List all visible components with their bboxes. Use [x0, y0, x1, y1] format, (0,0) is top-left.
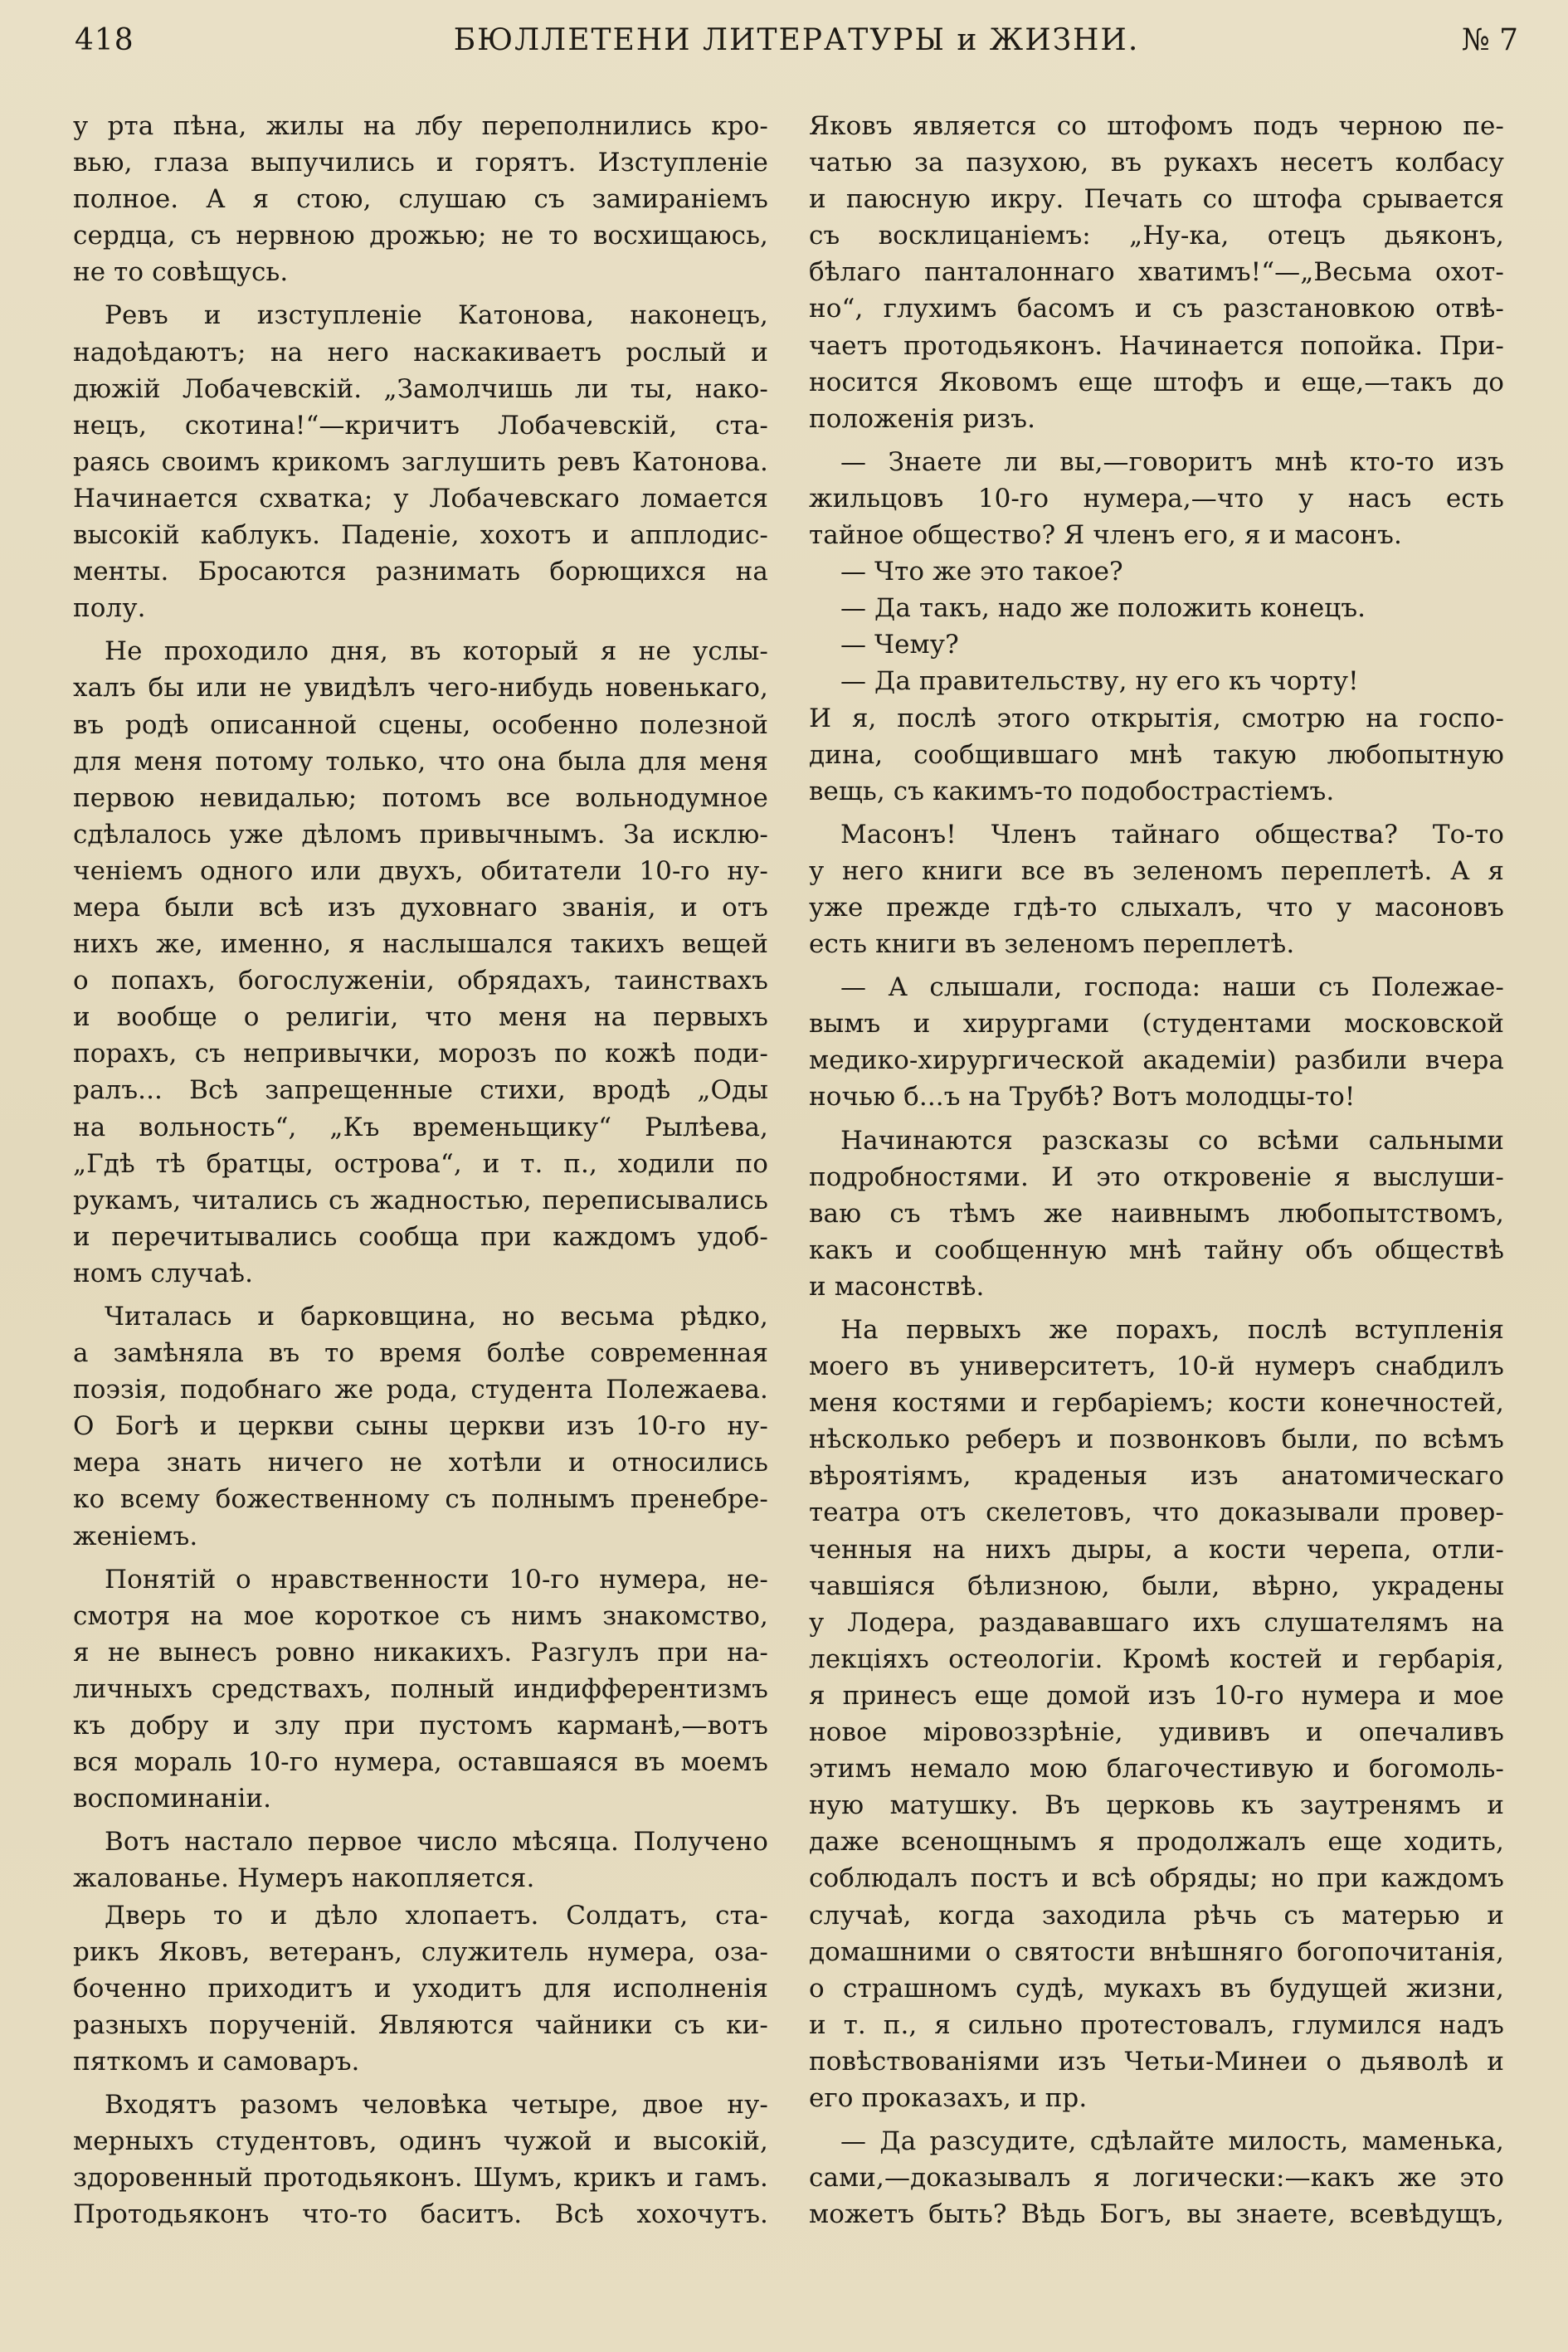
- text-line: — Да разсудите, сдѣлайте милость, маменька,: [840, 2126, 1504, 2157]
- text-line: о страшномъ судѣ, мукахъ въ будущей жизни,: [809, 1973, 1504, 2004]
- text-line: халъ бы или не увидѣлъ чего-нибудь новенькаго,: [73, 673, 768, 704]
- paragraph-gap: [73, 1555, 768, 1561]
- text-line: и т. п., я сильно протестовалъ, глумился надъ: [809, 2009, 1504, 2040]
- text-line: у него книги все въ зеленомъ переплетѣ. А я: [809, 855, 1504, 886]
- text-line: — Да такъ, надо же положить конецъ.: [840, 593, 1366, 624]
- text-line: о попахъ, богослуженіи, обрядахъ, таинствахъ: [73, 966, 768, 996]
- text-line: соблюдалъ постъ и всѣ обряды; но при каждомъ: [809, 1863, 1504, 1894]
- text-line: Не проходило дня, въ который я не услы-: [105, 636, 768, 667]
- text-line: и перечитывались сообща при каждомъ удоб-: [73, 1221, 768, 1252]
- text-line: чаетъ протодьяконъ. Начинается попойка. При-: [809, 330, 1504, 361]
- text-line: мера были всѣ изъ духовнаго званія, и отъ: [73, 892, 768, 923]
- journal-title: БЮЛЛЕТЕНИ ЛИТЕРАТУРЫ и ЖИЗНИ.: [453, 23, 1140, 57]
- text-line: ченіемъ одного или двухъ, обитатели 10-го ну-: [73, 855, 768, 886]
- paragraph-gap: [809, 1116, 1504, 1122]
- right-text-column: [809, 108, 1504, 2340]
- text-line: у рта пѣна, жилы на лбу переполнились кро-: [73, 111, 768, 141]
- text-line: ваю съ тѣмъ же наивнымъ любопытствомъ,: [809, 1198, 1504, 1229]
- text-line: въ родѣ описанной сцены, особенно полезной: [73, 709, 768, 740]
- text-line: вся мораль 10-го нумера, оставшаяся въ моемъ: [73, 1747, 768, 1778]
- text-line: какъ и сообщенную мнѣ тайну объ обществѣ: [809, 1234, 1504, 1265]
- text-line: а замѣняла въ то время болѣе современная: [73, 1338, 768, 1369]
- text-line: „Гдѣ тѣ братцы, острова“, и т. п., ходили по: [73, 1148, 768, 1179]
- text-line: сдѣлалось уже дѣломъ привычнымъ. За исклю-: [73, 819, 768, 850]
- text-line: личныхъ средствахъ, полный индифферентизмъ: [73, 1673, 768, 1704]
- text-line: случаѣ, когда заходила рѣчь съ матерью и: [809, 1900, 1504, 1931]
- text-line: носится Яковомъ еще штофъ и еще,—такъ до: [809, 367, 1504, 397]
- text-line: женіемъ.: [73, 1521, 198, 1551]
- text-line: Начинаются разсказы со всѣми сальными: [840, 1125, 1504, 1156]
- text-line: здоровенный протодьяконъ. Шумъ, крикъ и гамъ.: [73, 2163, 768, 2194]
- text-line: дюжій Лобачевскій. „Замолчишь ли ты, нако-: [73, 373, 768, 404]
- text-line: дина, сообщившаго мнѣ такую любопытную: [809, 739, 1504, 770]
- left-text-column: [73, 108, 768, 2340]
- text-line: чатью за пазухою, въ рукахъ несетъ колбасу: [809, 148, 1504, 178]
- text-line: и вообще о религіи, что меня на первыхъ: [73, 1002, 768, 1033]
- text-line: полу.: [73, 593, 146, 624]
- text-line: Яковъ является со штофомъ подъ черною пе-: [809, 111, 1504, 141]
- text-line: ралъ... Всѣ запрещенные стихи, вродѣ „Оды: [73, 1075, 768, 1106]
- paragraph-gap: [809, 437, 1504, 444]
- text-line: Протодьяконъ что-то баситъ. Всѣ хохочутъ.: [73, 2199, 768, 2230]
- text-line: и масонствѣ.: [809, 1271, 985, 1302]
- text-line: поэзія, подобнаго же рода, студента Полежаева.: [73, 1375, 768, 1405]
- text-line: высокій каблукъ. Паденіе, хохотъ и апплодис-: [73, 520, 768, 551]
- text-line: На первыхъ же порахъ, послѣ вступленія: [840, 1315, 1504, 1345]
- text-line: можетъ быть? Вѣдь Богъ, вы знаете, всевѣдущъ,: [809, 2199, 1504, 2230]
- text-line: и паюсную икру. Печать со штофа срывается: [809, 184, 1504, 215]
- text-line: его проказахъ, и пр.: [809, 2082, 1088, 2113]
- text-line: И я, послѣ этого открытія, смотрю на госпо-: [809, 703, 1504, 733]
- text-line: не то совѣщусь.: [73, 257, 289, 288]
- text-line: у Лодера, раздававшаго ихъ слушателямъ на: [809, 1607, 1504, 1638]
- text-line: раясь своимъ крикомъ заглушить ревъ Катонова.: [73, 446, 768, 477]
- text-line: — Знаете ли вы,—говоритъ мнѣ кто-то изъ: [840, 446, 1504, 477]
- paragraph-gap: [809, 2116, 1504, 2123]
- text-line: — Что же это такое?: [840, 557, 1123, 587]
- text-line: уже прежде гдѣ-то слыхалъ, что у масоновъ: [809, 892, 1504, 923]
- paragraph-gap: [809, 962, 1504, 969]
- text-line: Вотъ настало первое число мѣсяца. Получено: [105, 1827, 768, 1858]
- text-line: первою невидалью; потомъ все вольнодумное: [73, 782, 768, 813]
- text-line: положенія ризъ.: [809, 403, 1036, 434]
- text-line: порахъ, съ непривычки, морозъ по кожѣ поди-: [73, 1039, 768, 1069]
- text-line: — Да правительству, ну его къ чорту!: [840, 666, 1359, 697]
- text-line: домашними о святости внѣшняго богопочитанія,: [809, 1936, 1504, 1967]
- text-line: бѣлаго панталоннаго хватимъ!“—„Весьма охот-: [809, 257, 1504, 288]
- text-line: Дверь то и дѣло хлопаетъ. Солдатъ, ста-: [105, 1900, 768, 1931]
- text-line: вью, глаза выпучились и горятъ. Изступленіе: [73, 148, 768, 178]
- text-line: новое міровоззрѣніе, удививъ и опечаливъ: [809, 1717, 1504, 1748]
- text-line: даже всенощнымъ я продолжалъ еще ходить,: [809, 1827, 1504, 1858]
- text-line: съ восклицаніемъ: „Ну-ка, отецъ дьяконъ,: [809, 221, 1504, 251]
- text-line: полное. А я стою, слушаю съ замираніемъ: [73, 184, 768, 215]
- text-line: Начинается схватка; у Лобачевскаго ломается: [73, 483, 768, 514]
- text-line: ночью б...ъ на Трубѣ? Вотъ молодцы-то!: [809, 1082, 1356, 1113]
- text-line: рикъ Яковъ, ветеранъ, служитель нумера, оза-: [73, 1936, 768, 1967]
- text-line: Читалась и барковщина, но весьма рѣдко,: [105, 1302, 768, 1332]
- text-line: но“, глухимъ басомъ и съ разстановкою отвѣ-: [809, 294, 1504, 324]
- text-line: есть книги въ зеленомъ переплетѣ.: [809, 929, 1295, 960]
- text-line: нихъ же, именно, я наслышался такихъ вещей: [73, 929, 768, 960]
- text-line: боченно приходитъ и уходитъ для исполненія: [73, 1973, 768, 2004]
- text-line: я принесъ еще домой изъ 10-го нумера и мое: [809, 1680, 1504, 1711]
- text-line: мера знать ничего не хотѣли и относились: [73, 1448, 768, 1478]
- text-line: повѣствованіями изъ Четьи-Минеи о дьяволѣ и: [809, 2046, 1504, 2077]
- text-line: нецъ, скотина!“—кричитъ Лобачевскій, ста-: [73, 410, 768, 441]
- text-line: я не вынесъ ровно никакихъ. Разгулъ при на-: [73, 1637, 768, 1668]
- text-line: сердца, съ нервною дрожью; не то восхищаюсь,: [73, 221, 768, 251]
- text-line: разныхъ порученій. Являются чайники съ ки-: [73, 2009, 768, 2040]
- text-line: чавшіяся бѣлизною, были, вѣрно, украдены: [809, 1570, 1504, 1601]
- text-line: менты. Бросаются разнимать борющихся на: [73, 557, 768, 587]
- text-line: этимъ немало мою благочестивую и богомоль-: [809, 1754, 1504, 1785]
- text-line: лекціяхъ остеологіи. Кромѣ костей и гербарія,: [809, 1643, 1504, 1674]
- text-line: жильцовъ 10-го нумера,—что у насъ есть: [809, 483, 1504, 514]
- text-line: пяткомъ и самоваръ.: [73, 2046, 360, 2077]
- text-line: вѣроятіямъ, краденыя изъ анатомическаго: [809, 1461, 1504, 1492]
- text-line: надоѣдаютъ; на него наскакиваетъ рослый и: [73, 337, 768, 368]
- running-header: [75, 23, 1518, 73]
- text-line: смотря на мое короткое съ нимъ знакомство,: [73, 1600, 768, 1631]
- text-line: вещь, съ какимъ-то подобострастіемъ.: [809, 776, 1335, 806]
- text-line: для меня потому только, что она была для меня: [73, 746, 768, 777]
- paragraph-gap: [73, 1817, 768, 1824]
- text-line: Масонъ! Членъ тайнаго общества? То-то: [840, 819, 1504, 850]
- text-line: Понятій о нравственности 10-го нумера, не-: [105, 1564, 768, 1595]
- text-line: О Богѣ и церкви сыны церкви изъ 10-го ну-: [73, 1411, 768, 1442]
- text-line: рукамъ, читались съ жадностью, переписывались: [73, 1185, 768, 1215]
- paragraph-gap: [73, 626, 768, 633]
- paragraph-gap: [809, 1305, 1504, 1312]
- text-line: жалованье. Нумеръ накопляется.: [73, 1863, 535, 1894]
- text-line: тайное общество? Я членъ его, я и масонъ.: [809, 520, 1402, 551]
- page-number: 418: [75, 23, 134, 57]
- paragraph-gap: [73, 290, 768, 297]
- text-line: меня костями и гербаріемъ; кости конечностей,: [809, 1388, 1504, 1419]
- text-line: къ добру и злу при пустомъ карманѣ,—вотъ: [73, 1711, 768, 1741]
- text-line: на вольность“, „Къ временьщику“ Рылѣева,: [73, 1112, 768, 1142]
- text-line: ную матушку. Въ церковь къ заутренямъ и: [809, 1790, 1504, 1821]
- text-line: сами,—доказывалъ я логически:—какъ же это: [809, 2163, 1504, 2194]
- text-line: Ревъ и изступленіе Катонова, наконецъ,: [105, 300, 768, 331]
- text-line: ко всему божественному съ полнымъ пренебре-: [73, 1484, 768, 1515]
- text-line: подробностями. И это откровеніе я выслуши-: [809, 1161, 1504, 1192]
- paragraph-gap: [809, 810, 1504, 816]
- text-line: — А слышали, господа: наши съ Полежае-: [840, 972, 1504, 1003]
- text-line: театра отъ скелетовъ, что доказывали провер-: [809, 1497, 1504, 1528]
- paragraph-gap: [73, 2080, 768, 2087]
- text-line: Входятъ разомъ человѣка четыре, двое ну-: [105, 2089, 768, 2120]
- paragraph-gap: [73, 1292, 768, 1298]
- text-line: воспоминаніи.: [73, 1784, 272, 1814]
- text-line: номъ случаѣ.: [73, 1258, 254, 1288]
- text-line: моего въ университетъ, 10-й нумеръ снабдилъ: [809, 1351, 1504, 1382]
- text-line: нѣсколько реберъ и позвонковъ были, по всѣмъ: [809, 1424, 1504, 1455]
- text-line: ченныя на нихъ дыры, а кости черепа, отли-: [809, 1534, 1504, 1565]
- text-line: медико-хирургической академіи) разбили вчера: [809, 1045, 1504, 1076]
- issue-number: № 7: [1461, 23, 1518, 57]
- text-line: мерныхъ студентовъ, одинъ чужой и высокій,: [73, 2126, 768, 2157]
- text-line: — Чему?: [840, 630, 959, 660]
- text-line: вымъ и хирургами (студентами московской: [809, 1009, 1504, 1040]
